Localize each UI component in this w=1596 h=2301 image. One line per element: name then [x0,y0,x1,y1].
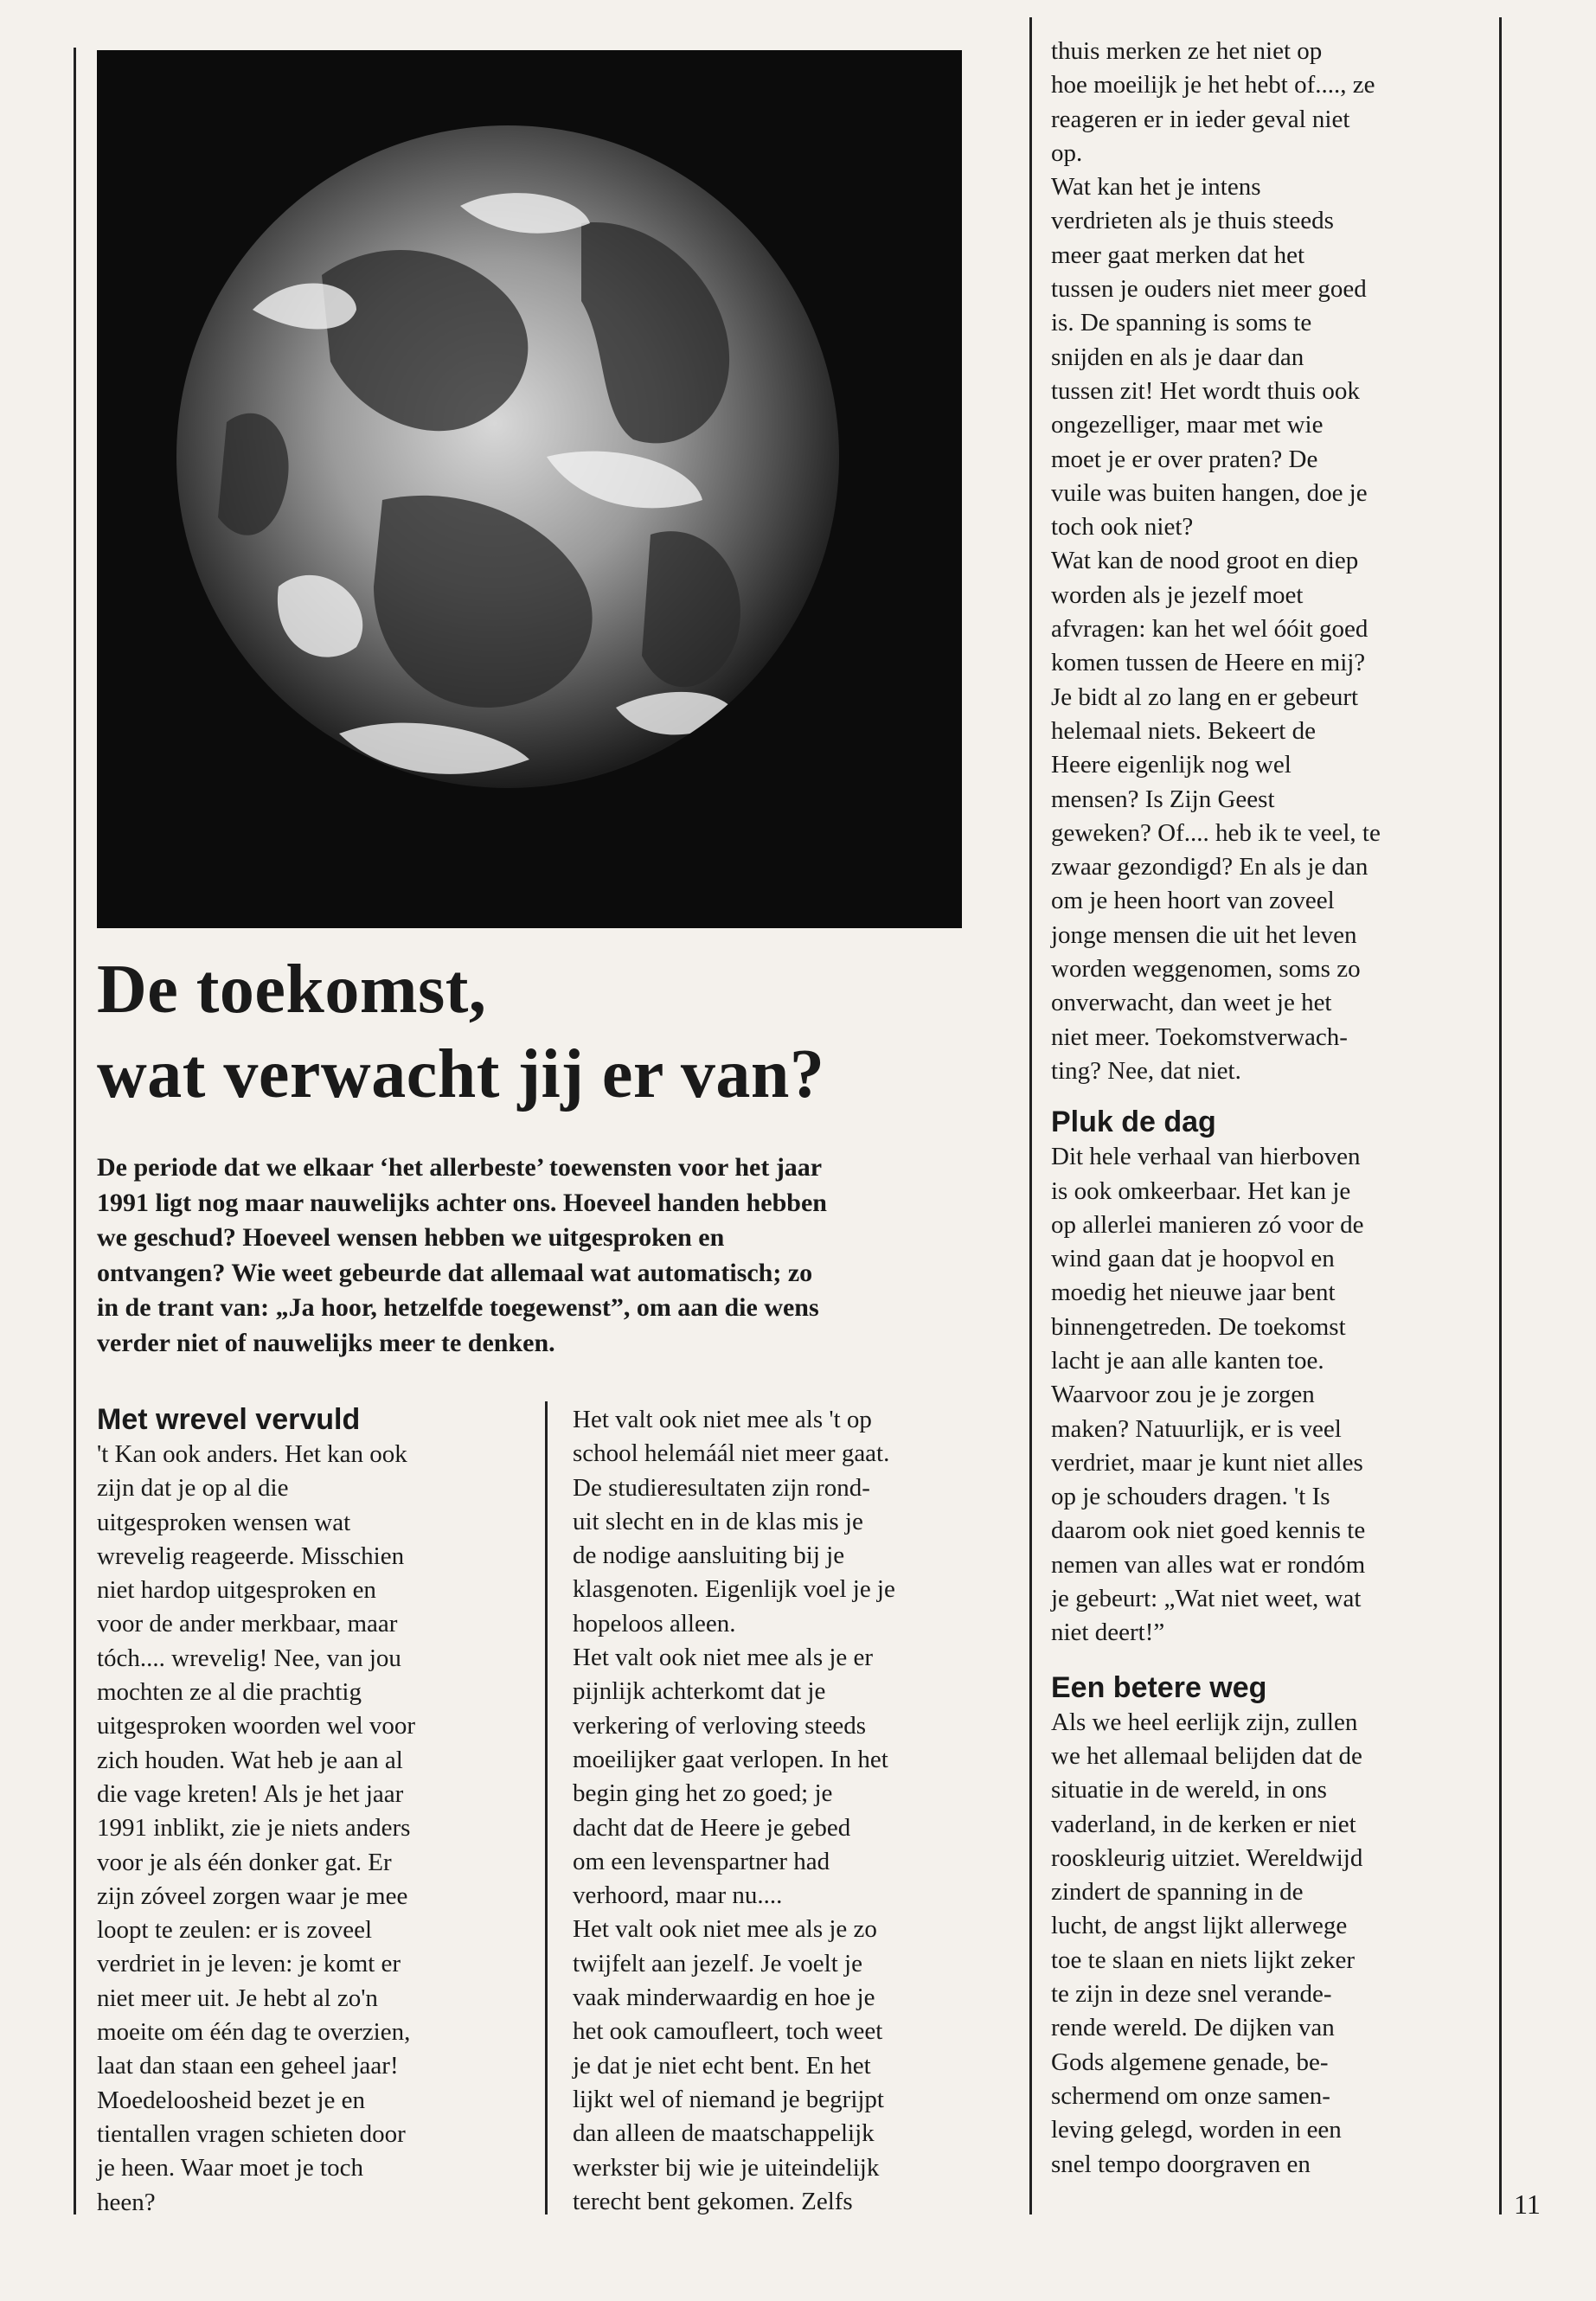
body-line: tussen zit! Het wordt thuis ook [1051,376,1360,405]
body-line: onverwacht, dan weet je het [1051,989,1332,1017]
page-edge-rule [1499,17,1502,2214]
body-line: laat dan staan een geheel jaar! [97,2052,399,2080]
body-line: niet meer. Toekomstverwach- [1051,1022,1348,1051]
earth-globe-image [97,50,962,928]
body-line: om een levenspartner had [573,1847,830,1875]
body-line: Moedeloosheid bezet je en [97,2086,366,2114]
body-line: is. De spanning is soms te [1051,309,1312,337]
body-line: de nodige aansluiting bij je [573,1541,845,1570]
article-intro [97,1150,997,1361]
body-line: hopeloos alleen. [573,1609,736,1638]
section-heading: Pluk de dag [1051,1106,1216,1139]
body-line: geweken? Of.... heb ik te veel, te [1051,818,1381,847]
body-line: niet hardop uitgesproken en [97,1576,376,1605]
body-line: om je heen hoort van zoveel [1051,887,1335,915]
body-line: afvragen: kan het wel óóit goed [1051,615,1368,644]
body-line: toch ook niet? [1051,513,1194,542]
body-line: tientallen vragen schieten door [97,2119,406,2148]
column-divider-lower [545,1401,548,2214]
body-line: mochten ze al die prachtig [97,1678,362,1707]
body-line: Heere eigenlijk nog wel [1051,751,1292,779]
body-line: zijn dat je op al die [97,1474,289,1503]
body-line: verdriet in je leven: je komt er [97,1950,401,1978]
body-line: terecht bent gekomen. Zelfs [573,2187,853,2215]
body-line: niet meer uit. Je hebt al zo'n [97,1984,378,2012]
body-line: uitgesproken wensen wat [97,1508,351,1536]
body-line: Wat kan de nood groot en diep [1051,547,1359,575]
body-line: Je bidt al zo lang en er gebeurt [1051,683,1359,711]
body-line: moeilijker gaat verlopen. In het [573,1745,888,1773]
body-line: schermend om onze samen- [1051,2081,1330,2110]
body-line: ongezelliger, maar met wie [1051,411,1324,439]
body-line: voor je als één donker gat. Er [97,1848,392,1876]
body-line: Wat kan het je intens [1051,173,1261,202]
body-line: je heen. Waar moet je toch [97,2154,363,2182]
column-2 [573,1403,1022,2219]
body-line: die vage kreten! Als je het jaar [97,1779,404,1808]
body-line: rende wereld. De dijken van [1051,2014,1335,2042]
body-line: dan alleen de maatschappelijk [573,2119,875,2148]
body-line: daarom ook niet goed kennis te [1051,1516,1366,1545]
body-line: vaderland, in de kerken er niet [1051,1810,1356,1838]
title-line: De toekomst, [97,952,487,1028]
intro-line: in de trant van: „Ja hoor, hetzelfde toegewenst”, om aan die wens [97,1293,819,1322]
body-line: wind gaan dat je hoopvol en [1051,1245,1335,1273]
intro-line: we geschud? Hoeveel wensen hebben we uitgesproken en [97,1223,725,1252]
column-1 [97,1401,529,2220]
body-line: verdriet, maar je kunt niet alles [1051,1448,1363,1477]
body-line: vuile was buiten hangen, doe je [1051,478,1368,507]
body-line: tussen je ouders niet meer goed [1051,275,1367,304]
body-line: we het allemaal belijden dat de [1051,1741,1362,1770]
body-line: is ook omkeerbaar. Het kan je [1051,1176,1351,1205]
body-line: zwaar gezondigd? En als je dan [1051,853,1368,881]
body-line: 1991 inblikt, zie je niets anders [97,1814,411,1843]
body-line: zijn zóveel zorgen waar je mee [97,1881,408,1910]
body-line: niet deert!” [1051,1618,1165,1647]
body-line: toe te slaan en niets lijkt zeker [1051,1945,1356,1974]
page-number: 11 [1514,2189,1541,2220]
article-title [97,947,1031,1117]
body-line: heen? [97,2188,156,2216]
body-line: Het valt ook niet mee als 't op [573,1406,872,1433]
body-line: nemen van alles wat er rondóm [1051,1550,1366,1579]
body-line: uit slecht en in de klas mis je [573,1507,863,1535]
body-line: verhoord, maar nu.... [573,1881,783,1910]
body-line: voor de ander merkbaar, maar [97,1610,398,1638]
left-column-rule [74,48,76,2214]
body-line: dacht dat de Heere je gebed [573,1813,851,1842]
body-line: zich houden. Wat heb je aan al [97,1746,403,1774]
body-line: snijden en als je daar dan [1051,343,1304,371]
body-line: verdrieten als je thuis steeds [1051,207,1334,235]
body-line: worden als je jezelf moet [1051,580,1304,609]
body-line: De studieresultaten zijn rond- [573,1473,870,1502]
body-line: tóch.... wrevelig! Nee, van jou [97,1644,401,1672]
body-line: Gods algemene genade, be- [1051,2048,1329,2076]
body-line: 't Kan ook anders. Het kan ook [97,1440,407,1468]
body-line: moet je er over praten? De [1051,445,1318,473]
body-line: Dit hele verhaal van hierboven [1051,1143,1361,1171]
title-line: wat verwacht jij er van? [97,1036,825,1112]
body-line: worden weggenomen, soms zo [1051,955,1361,984]
body-line: je gebeurt: „Wat niet weet, wat [1051,1585,1362,1613]
body-line: mensen? Is Zijn Geest [1051,785,1275,813]
body-line: school helemáál niet meer gaat. [573,1439,890,1468]
body-line: binnengetreden. De toekomst [1051,1312,1346,1341]
body-line: meer gaat merken dat het [1051,240,1305,269]
body-line: moedig het nieuwe jaar bent [1051,1279,1336,1307]
intro-line: verder niet of nauwelijks meer te denken. [97,1328,555,1357]
body-line: lijkt wel of niemand je begrijpt [573,2085,884,2113]
body-line: maken? Natuurlijk, er is veel [1051,1414,1342,1443]
body-line: klasgenoten. Eigenlijk voel je je [573,1575,895,1604]
body-line: Als we heel eerlijk zijn, zullen [1051,1708,1358,1736]
body-line: hoe moeilijk je het hebt of...., ze [1051,71,1375,99]
body-line: jonge mensen die uit het leven [1051,920,1357,949]
intro-line: ontvangen? Wie weet gebeurde dat allemaal wat automatisch; zo [97,1258,813,1287]
body-line: op je schouders dragen. 't Is [1051,1483,1330,1511]
body-line: pijnlijk achterkomt dat je [573,1677,826,1706]
body-line: rooskleurig uitziet. Wereldwijd [1051,1843,1363,1872]
body-line: Het valt ook niet mee als je zo [573,1915,877,1944]
body-line: moeite om één dag te overzien, [97,2018,411,2047]
section-heading: Met wrevel vervuld [97,1403,361,1436]
body-line: je dat je niet echt bent. En het [573,2051,871,2080]
body-line: op. [1051,138,1083,167]
body-line: het ook camoufleert, toch weet [573,2017,883,2046]
body-line: verkering of verloving steeds [573,1711,867,1740]
body-line: helemaal niets. Bekeert de [1051,716,1316,745]
section-heading: Een betere weg [1051,1670,1267,1704]
body-line: snel tempo doorgraven en [1051,2150,1311,2178]
body-line: vaak minderwaardig en hoe je [573,1984,875,2012]
body-line: twijfelt aan jezelf. Je voelt je [573,1949,862,1977]
earth-photo [97,50,962,928]
body-line: lucht, de angst lijkt allerwege [1051,1912,1348,1940]
body-line: Waarvoor zou je je zorgen [1051,1381,1315,1409]
column-3 [1051,35,1492,2182]
body-line: Het valt ook niet mee als je er [573,1644,874,1672]
intro-line: 1991 ligt nog maar nauwelijks achter ons. Hoeveel handen hebben [97,1188,827,1217]
body-line: zindert de spanning in de [1051,1878,1304,1907]
body-line: begin ging het zo goed; je [573,1779,833,1808]
body-line: lacht je aan alle kanten toe. [1051,1346,1324,1375]
body-line: leving gelegd, worden in een [1051,2116,1342,2144]
body-line: uitgesproken woorden wel voor [97,1712,416,1740]
body-line: wrevelig reageerde. Misschien [97,1541,405,1570]
body-line: reageren er in ieder geval niet [1051,105,1350,133]
body-line: werkster bij wie je uiteindelijk [573,2153,880,2182]
body-line: ting? Nee, dat niet. [1051,1056,1241,1085]
body-line: komen tussen de Heere en mij? [1051,649,1366,677]
body-line: thuis merken ze het niet op [1051,37,1323,65]
intro-line: De periode dat we elkaar ‘het allerbeste’ toewensten voor het jaar [97,1153,823,1182]
body-line: op allerlei manieren zó voor de [1051,1210,1364,1239]
body-line: situatie in de wereld, in ons [1051,1776,1327,1804]
body-line: loopt te zeulen: er is zoveel [97,1916,373,1945]
body-line: te zijn in deze snel verande- [1051,1980,1332,2009]
